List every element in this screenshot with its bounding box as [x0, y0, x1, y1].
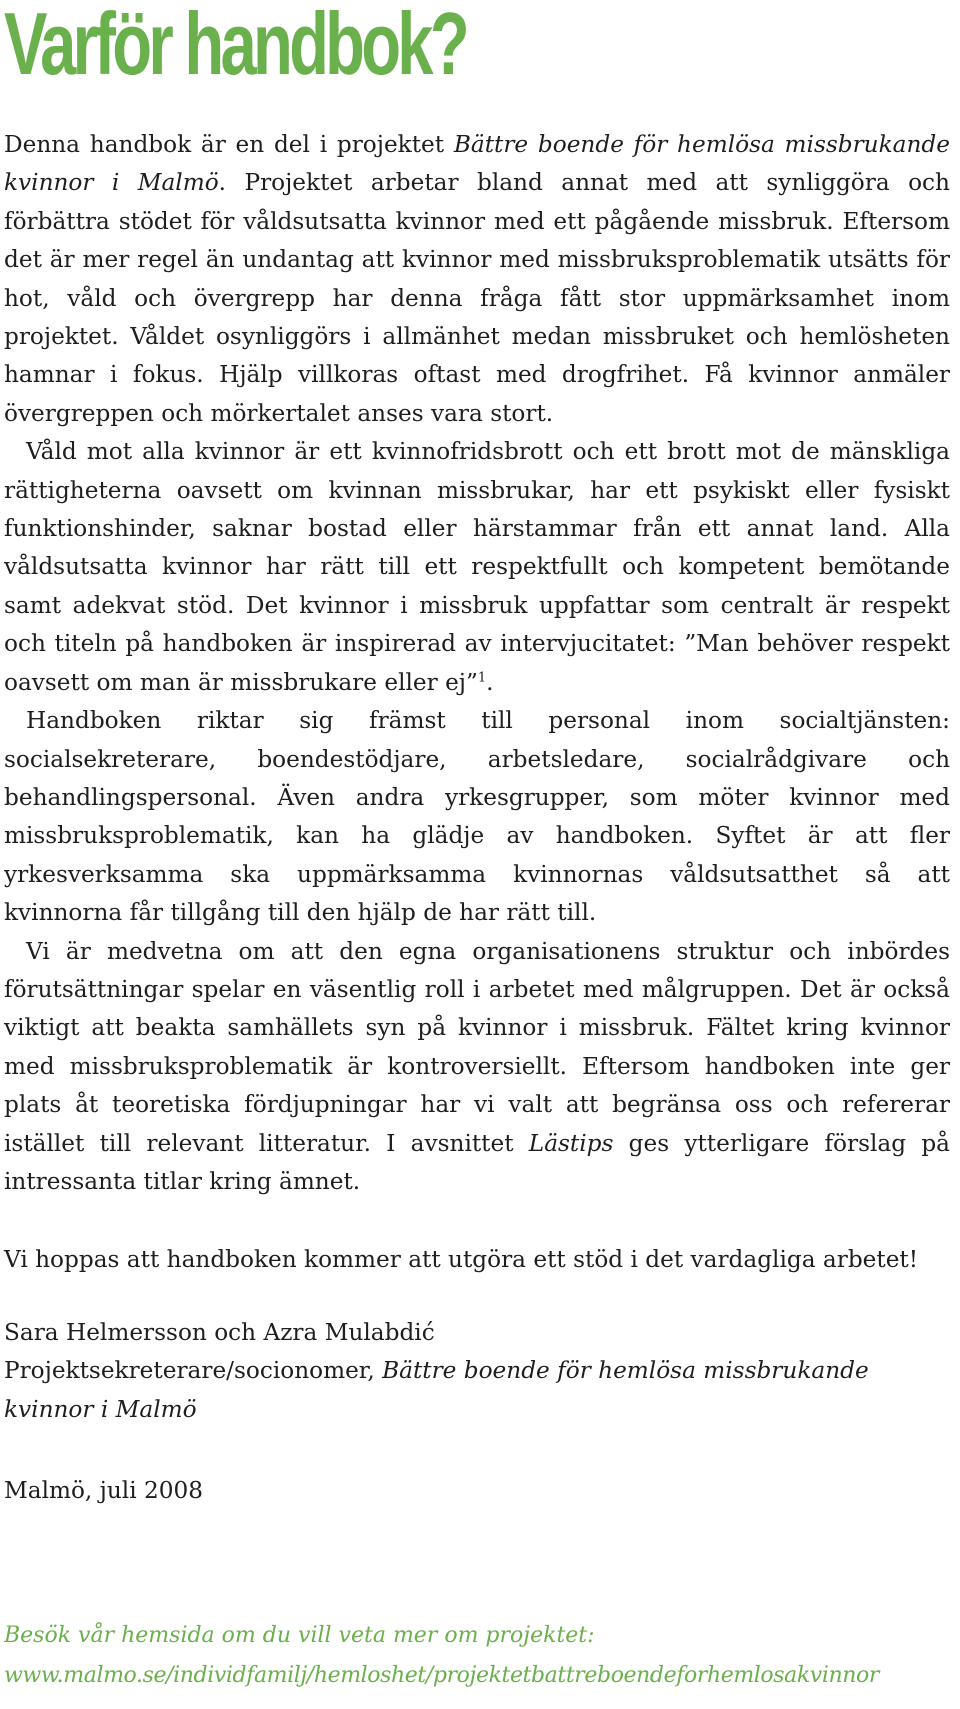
body-text [4, 126, 950, 1280]
author-names: Sara Helmersson och Azra Mulabdić [4, 1319, 435, 1346]
violence-text-end: . [486, 668, 494, 696]
footer [4, 1616, 879, 1696]
author-project: Bättre boende för hemlösa missbrukande kvinnor i Malmö [4, 1357, 869, 1423]
closing-paragraph: Vi hoppas att handboken kommer att utgöra ett stöd i det vardagliga arbetet! [4, 1246, 919, 1274]
signature-block [4, 1314, 950, 1429]
author-role [4, 1352, 950, 1429]
author-role-title: Projektsekreterare/socionomer, [4, 1357, 383, 1385]
place-date: Malmö, juli 2008 [4, 1477, 204, 1504]
intro-text-end: . Projektet arbetar bland annat med att synliggöra och förbättra stödet för våldsutsatta kvinnor med ett pågående missbruk. Eftersom det är mer regel än undantag att kvinnor med missbruksproblematik utsätts för hot, våld och övergrepp har denna fråga fått stor uppmärksamhet inom projektet. Våldet osynliggörs i allmänhet medan missbruket och hemlösheten hamnar i fokus. Hjälp villkoras oftast med drogfrihet. Få kvinnor anmäler övergreppen och mörkertalet anses vara stort. [4, 169, 950, 427]
violence-paragraph [4, 433, 950, 702]
intro-text-start: Denna handbok är en del i projektet [4, 131, 454, 158]
project-website-link[interactable]: www.malmo.se/individfamilj/hemloshet/projektetbattreboendeforhemlosakvinnor [4, 1663, 879, 1688]
scope-text-end: ges ytterligare förslag på intressanta titlar kring ämnet. [4, 1129, 950, 1195]
scope-paragraph [4, 933, 950, 1202]
scope-text-start: Vi är medvetna om att den egna organisationens struktur och inbördes förutsättningar spelar en väsentlig roll i arbetet med målgruppen. Det är också viktigt att beakta samhällets syn på kvinnor i missbruk. Fältet kring kvinnor med missbruksproblematik är kontroversiellt. Eftersom handboken inte ger plats åt teoretiska fördjupningar har vi valt att begränsa oss och refererar istället till relevant litteratur. I avsnittet [4, 937, 950, 1157]
page-title: Varför handbok? [4, 0, 466, 93]
violence-text: Våld mot alla kvinnor är ett kvinnofridsbrott och ett brott mot de mänskliga rättigheterna oavsett om kvinnan missbrukar, har ett psykiskt eller fysiskt funktionshinder, saknar bostad eller härstammar från ett annat land. Alla våldsutsatta kvinnor har rätt till ett respektfullt och kompetent bemötande samt adekvat stöd. Det kvinnor i missbruk uppfattar som centralt är respekt och titeln på handboken är inspirerad av intervjucitatet: ”Man behöver respekt oavsett om man är missbrukare eller ej” [4, 438, 950, 696]
intro-paragraph [4, 126, 950, 433]
section-reference: Lästips [528, 1129, 614, 1157]
footer-prompt: Besök vår hemsida om du vill veta mer om projektet: [4, 1623, 595, 1648]
footnote-reference: 1 [477, 669, 487, 685]
project-name: Bättre boende för hemlösa missbrukande kvinnor i Malmö [4, 131, 950, 197]
audience-paragraph: Handboken riktar sig främst till personal inom socialtjänsten: socialsekreterare, boendestödjare, arbetsledare, socialrådgivare och behandlingspersonal. Även andra yrkesgrupper, som möter kvinnor med missbruksproblematik, kan ha glädje av handboken. Syftet är att fler yrkesverksamma ska uppmärksamma kvinnornas våldsutsatthet så att kvinnorna får tillgång till den hjälp de har rätt till. [4, 707, 950, 927]
